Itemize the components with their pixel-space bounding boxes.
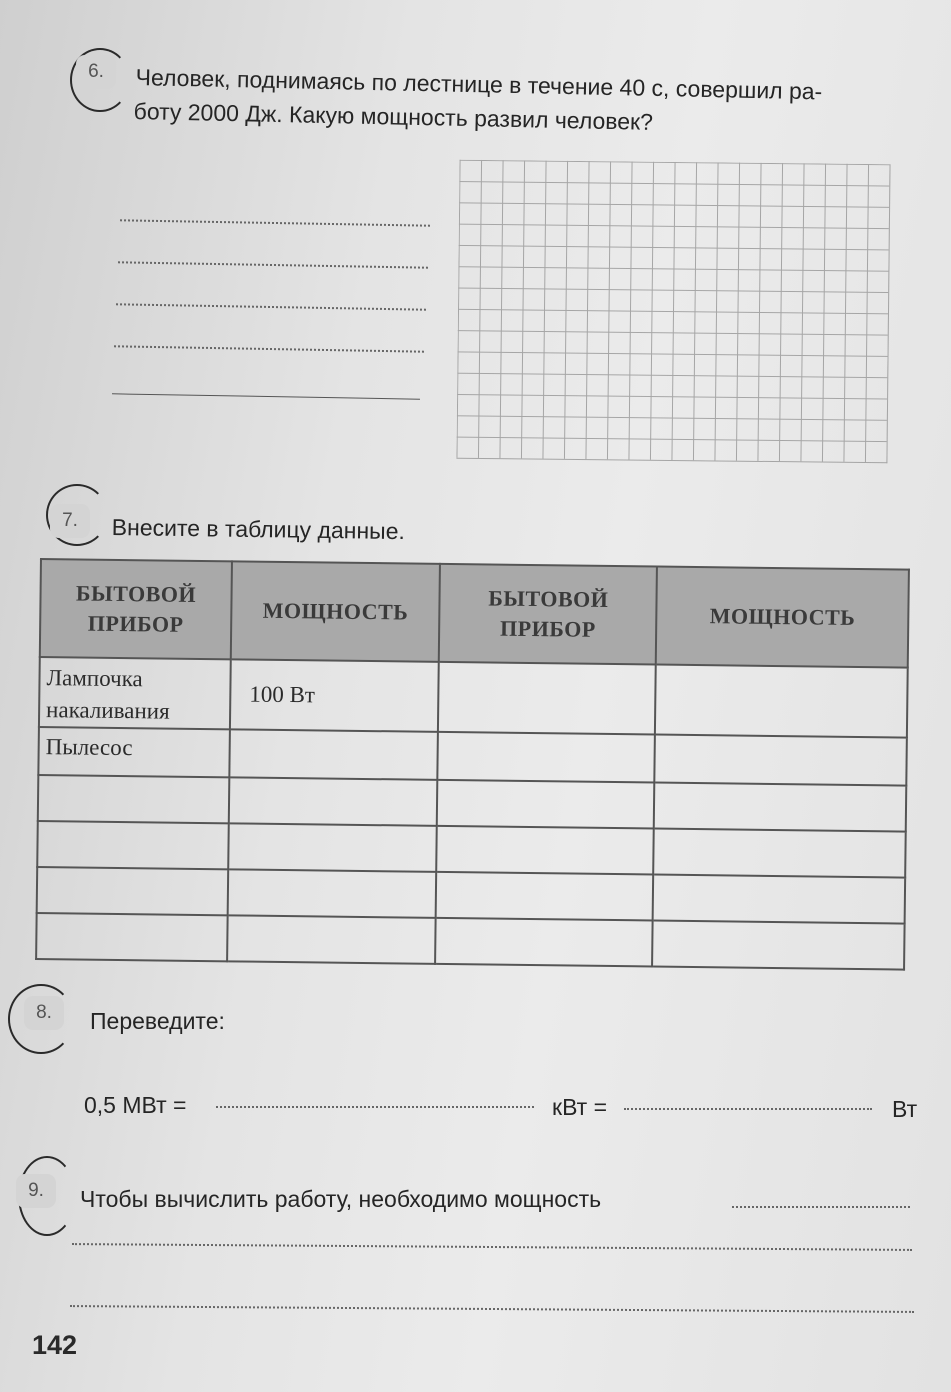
table-cell[interactable] [653,829,905,878]
table-row [39,657,908,738]
task8-number: 8. [24,996,64,1030]
table-cell[interactable]: Лампочка накаливания [39,657,231,729]
table-row [36,913,904,970]
kw-answer-field[interactable] [216,1106,534,1108]
table-cell[interactable] [435,918,653,967]
calculation-grid[interactable] [456,160,890,463]
answer-line[interactable] [112,393,420,399]
table-cell[interactable] [655,735,907,786]
table-cell[interactable] [652,921,904,970]
table-cell[interactable] [436,872,654,921]
page-number: 142 [32,1330,78,1360]
table-cell[interactable] [655,665,908,738]
task9-answer-line[interactable] [732,1206,910,1208]
table-cell[interactable] [38,775,230,823]
table-cell[interactable] [229,729,438,780]
answer-line[interactable] [114,345,424,352]
table-header: БЫТОВОЙ ПРИБОР [439,564,657,665]
table-cell[interactable] [36,913,228,961]
table-cell[interactable] [227,915,436,964]
table-cell[interactable] [436,826,654,875]
table-cell[interactable] [437,780,655,829]
table-cell[interactable] [654,783,906,832]
table-cell[interactable]: 100 Вт [230,659,439,732]
task9-number: 9. [16,1174,56,1208]
table-cell[interactable] [228,869,437,918]
table-header: МОЩНОСТЬ [231,561,440,662]
table-header: МОЩНОСТЬ [656,567,909,668]
conversion-left-value: 0,5 МВт = [84,1092,187,1118]
task7-number: 7. [50,504,90,538]
task6-number: 6. [76,55,116,89]
table-header: БЫТОВОЙ ПРИБОР [40,559,232,659]
table-cell[interactable] [229,777,438,826]
conversion-mid-unit: кВт = [552,1094,607,1120]
answer-line[interactable] [116,303,426,310]
task6-question-line2: боту 2000 Дж. Какую мощность развил человек? [133,97,654,135]
task9-sentence: Чтобы вычислить работу, необходимо мощность [80,1186,602,1212]
answer-line[interactable] [120,219,430,226]
table-cell[interactable] [438,662,656,735]
table-cell[interactable] [37,867,229,915]
table-cell[interactable] [37,821,229,869]
task7-instruction: Внесите в таблицу данные. [111,513,406,545]
appliance-power-table [35,558,910,971]
task8-instruction: Переведите: [90,1008,225,1034]
table-cell[interactable] [228,823,437,872]
table-cell[interactable]: Пылесос [38,727,230,777]
task9-answer-line[interactable] [70,1305,914,1313]
answer-line[interactable] [118,261,428,268]
table-cell[interactable] [438,732,656,783]
w-answer-field[interactable] [624,1108,872,1110]
conversion-right-unit: Вт [892,1096,918,1122]
task6-question-line1: Человек, поднимаясь по лестнице в течение 40 с, совершил ра- [135,63,823,105]
task9-answer-line[interactable] [72,1243,912,1251]
table-cell[interactable] [653,875,905,924]
